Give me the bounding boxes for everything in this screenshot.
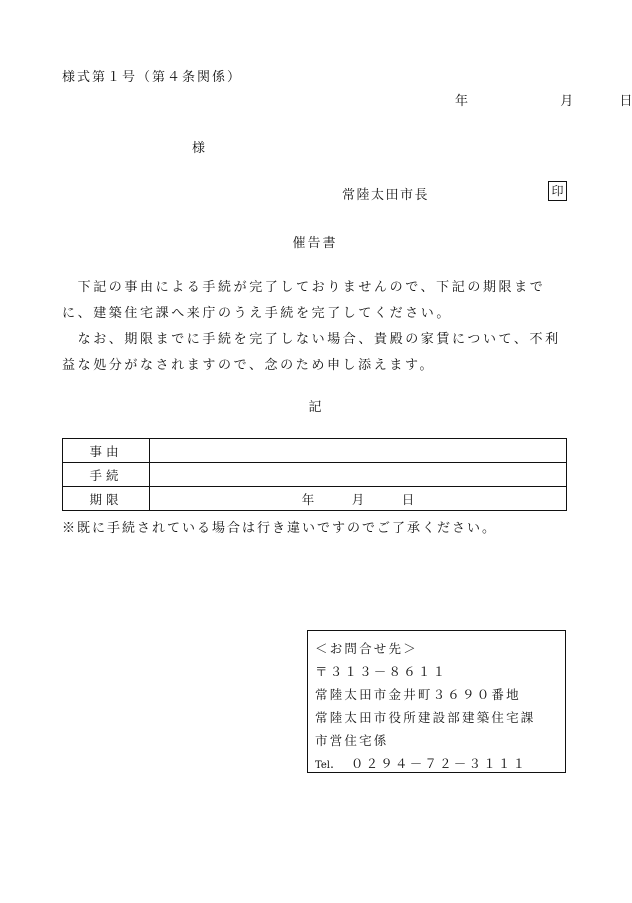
body-paragraph-1: 下記の事由による手続が完了しておりませんので、下記の期限までに、建築住宅課へ来庁のうえ手続を完了してください。: [62, 280, 546, 321]
row-label-reason: 事由: [63, 439, 150, 463]
body-text: [62, 275, 567, 379]
contact-section: 市営住宅係: [315, 733, 389, 748]
table-row: [63, 439, 567, 463]
contact-box: [307, 630, 566, 773]
row-value-reason: [150, 439, 567, 463]
document-title: 催告書: [292, 236, 338, 251]
contact-address: 常陸太田市金井町３６９０番地: [315, 687, 521, 702]
contact-tel: [315, 752, 565, 775]
body-paragraph-2: なお、期限までに手続を完了しない場合、貴殿の家賃について、不利益な処分がなされますので、念のため申し添えます。: [62, 332, 561, 373]
details-table: [62, 438, 567, 511]
row-value-procedure: [150, 463, 567, 487]
contact-heading: ＜お問合せ先＞: [315, 641, 418, 656]
issuer: 常陸太田市長: [342, 188, 430, 203]
seal-mark: 印: [548, 181, 567, 201]
date-year: 年: [455, 94, 469, 109]
date-day: 日: [619, 94, 632, 109]
form-number: 様式第１号（第４条関係）: [62, 70, 243, 85]
table-row: [63, 463, 567, 487]
table-row: [63, 487, 567, 511]
tel-icon: Tel: [315, 760, 331, 771]
date-month: 月: [560, 94, 574, 109]
contact-office: 常陸太田市役所建設部建築住宅課: [315, 710, 536, 725]
date-line: [455, 90, 632, 109]
contact-postal: 〒３１３－８６１１: [315, 664, 448, 679]
addressee-suffix: 様: [192, 141, 206, 156]
ki-heading: 記: [308, 400, 322, 415]
contact-tel-number: . ０２９４－７２－３１１１: [330, 756, 528, 771]
note: ※既に手続されている場合は行き違いですのでご了承ください。: [62, 521, 498, 536]
row-label-deadline: 期限: [63, 487, 150, 511]
row-value-deadline: 年 月 日: [150, 487, 567, 511]
row-label-procedure: 手続: [63, 463, 150, 487]
